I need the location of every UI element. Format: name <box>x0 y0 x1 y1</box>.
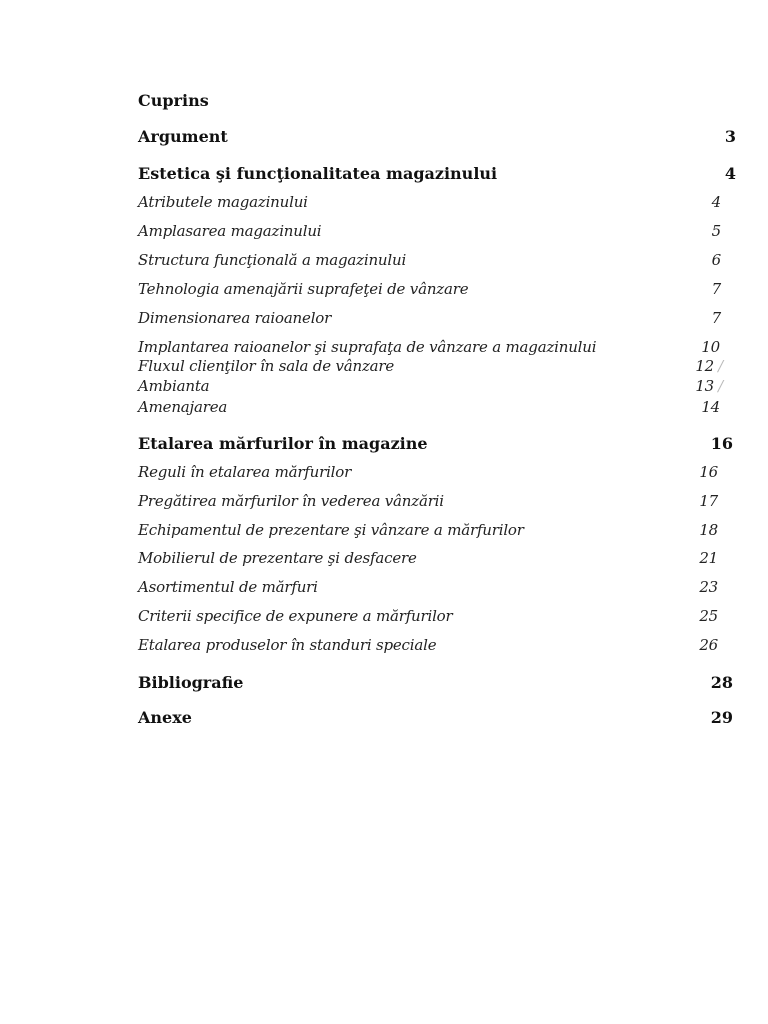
toc-subentry: Reguli în etalarea mărfurilor <box>138 463 352 481</box>
toc-subentry-page: 7 <box>711 309 721 327</box>
toc-subentry: Amplasarea magazinului <box>138 222 322 240</box>
toc-subentry: Dimensionarea raioanelor <box>138 309 332 327</box>
toc-subentry-page: 4 <box>711 193 721 211</box>
toc-subentry: Echipamentul de prezentare şi vânzare a mărfurilor <box>138 521 524 539</box>
toc-subentry: Tehnologia amenajării suprafeţei de vânzare <box>138 280 469 298</box>
page-mark-fragment: / <box>718 357 723 375</box>
toc-subentry: Mobilierul de prezentare şi desfacere <box>138 549 417 567</box>
toc-subentry-page: 17 <box>699 492 718 510</box>
toc-subentry: Amenajarea <box>138 398 228 416</box>
toc-subentry-page: 25 <box>699 607 718 625</box>
toc-page-argument: 3 <box>724 127 736 146</box>
toc-subentry: Fluxul clienţilor în sala de vânzare <box>138 357 395 375</box>
toc-subentry-page: 5 <box>711 222 721 240</box>
toc-subentry-page: 12 <box>695 357 714 375</box>
toc-page-annexes: 29 <box>710 708 733 727</box>
toc-subentry: Asortimentul de mărfuri <box>138 578 318 596</box>
toc-page-bibliography: 28 <box>710 673 733 692</box>
toc-subentry: Criterii specifice de expunere a mărfurilor <box>138 607 453 625</box>
toc-subentry-page: 6 <box>711 251 721 269</box>
toc-section-heading: Estetica şi funcţionalitatea magazinului <box>138 164 498 183</box>
toc-subentry-page: 10 <box>701 338 720 356</box>
toc-subentry: Pregătirea mărfurilor în vederea vânzării <box>138 492 444 510</box>
page-mark-fragment: / <box>718 377 723 395</box>
toc-subentry: Ambianta <box>138 377 210 395</box>
toc-entry-bibliography: Bibliografie <box>138 673 244 692</box>
toc-subentry: Structura funcţională a magazinului <box>138 251 407 269</box>
toc-title: Cuprins <box>138 91 209 110</box>
toc-subentry-page: 23 <box>699 578 718 596</box>
toc-subentry-page: 16 <box>699 463 718 481</box>
toc-subentry-page: 26 <box>699 636 718 654</box>
toc-entry-annexes: Anexe <box>138 708 192 727</box>
toc-subentry: Atributele magazinului <box>138 193 308 211</box>
toc-section-page: 16 <box>710 434 733 453</box>
toc-entry-argument: Argument <box>138 127 228 146</box>
toc-subentry: Implantarea raioanelor şi suprafaţa de vânzare a magazinului <box>138 338 597 356</box>
toc-section-page: 4 <box>724 164 736 183</box>
toc-section-heading: Etalarea mărfurilor în magazine <box>138 434 428 453</box>
toc-subentry-page: 14 <box>701 398 720 416</box>
toc-subentry-page: 18 <box>699 521 718 539</box>
toc-subentry-page: 7 <box>711 280 721 298</box>
toc-subentry-page: 13 <box>695 377 714 395</box>
toc-subentry-page: 21 <box>699 549 718 567</box>
toc-subentry: Etalarea produselor în standuri speciale <box>138 636 437 654</box>
